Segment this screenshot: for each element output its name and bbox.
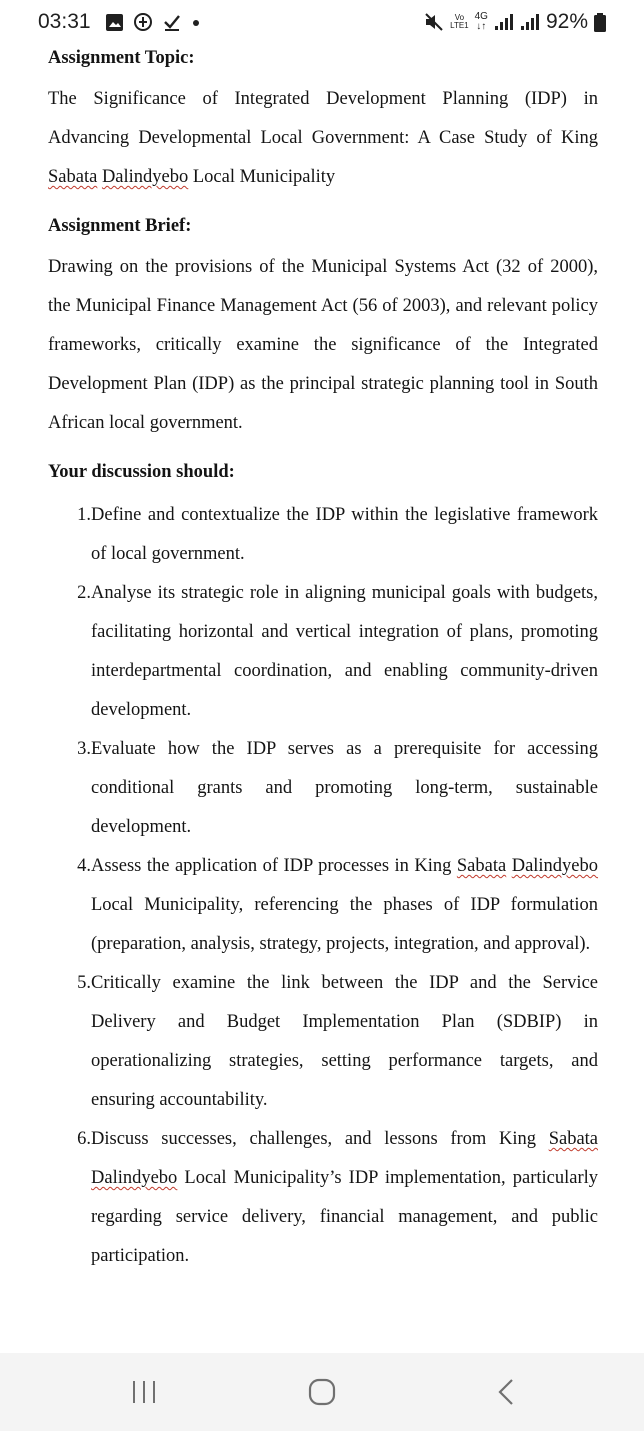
- download-done-icon: [162, 12, 182, 32]
- topic-heading: Assignment Topic:: [48, 48, 195, 68]
- brief-heading: Assignment Brief:: [48, 216, 192, 236]
- discussion-points: [48, 496, 598, 1276]
- list-item: [48, 1120, 598, 1276]
- topic-text-start: The Significance of Integrated Development Planning (IDP) in Advancing Developmental Local Government: A Case Study of King: [48, 89, 598, 148]
- list-number: 1.: [77, 505, 91, 525]
- discussion-heading: Your discussion should:: [48, 462, 235, 482]
- volte-line1: Vo: [454, 13, 465, 22]
- list-text: Critically examine the link between the IDP and the Service Delivery and Budget Implementation Plan (SDBIP) in operationalizing strategies, setting performance targets, and ensuring accountability.: [91, 973, 598, 1110]
- data-saver-icon: [133, 12, 153, 32]
- list-text: Assess the application of IDP processes in King Sabata Dalindyebo Local Municipality, referencing the phases of IDP formulation (preparation, analysis, strategy, projects, integration, and approval).: [91, 856, 599, 954]
- list-number: 5.: [77, 973, 91, 993]
- topic-text-end: Local Municipality: [188, 167, 336, 187]
- brief-text: Drawing on the provisions of the Municipal Systems Act (32 of 2000), the Municipal Finance Management Act (56 of 2003), and relevant policy frameworks, critically examine the significance of the Integrated Development Plan (IDP) as the principal strategic planning tool in South African local government.: [48, 257, 598, 433]
- spellcheck-word[interactable]: Dalindyebo: [101, 167, 189, 187]
- recent-apps-button[interactable]: [124, 1377, 164, 1407]
- list-item: [48, 964, 598, 1120]
- list-item: [48, 847, 598, 964]
- list-number: 6.: [77, 1129, 91, 1149]
- list-text: Evaluate how the IDP serves as a prerequisite for accessing conditional grants and promoting long-term, sustainable development.: [91, 739, 598, 837]
- home-icon: [302, 1377, 342, 1407]
- 4g-icon: [475, 12, 488, 32]
- spellcheck-word[interactable]: Dalindyebo: [511, 856, 599, 876]
- document: [48, 38, 598, 1276]
- gallery-icon: [105, 13, 124, 32]
- volte-line2: LTE1: [450, 21, 469, 30]
- recent-apps-icon: [124, 1377, 164, 1407]
- signal-icon: [494, 13, 514, 31]
- spellcheck-word[interactable]: Sabata: [48, 167, 98, 187]
- back-icon: [488, 1377, 528, 1407]
- data-arrows-icon: ↓↑: [476, 21, 487, 32]
- network-type: 4G: [474, 11, 488, 22]
- navigation-bar: [0, 1353, 644, 1431]
- list-number: 4.: [77, 856, 91, 876]
- dot-icon: [191, 12, 201, 32]
- spellcheck-word[interactable]: Sabata: [456, 856, 507, 876]
- spellcheck-word[interactable]: Sabata: [548, 1129, 598, 1149]
- notification-icons: [105, 12, 201, 32]
- list-item: [48, 730, 598, 847]
- back-button[interactable]: [488, 1377, 528, 1407]
- spellcheck-word[interactable]: Dalindyebo: [91, 1168, 178, 1188]
- status-time: 03:31: [38, 10, 91, 33]
- list-item: [48, 496, 598, 574]
- home-button[interactable]: [302, 1377, 342, 1407]
- volte-icon: [450, 14, 469, 30]
- list-text: Discuss successes, challenges, and lessons from King Sabata Dalindyebo Local Municipality’s IDP implementation, particularly regarding service delivery, financial management, and public participation.: [91, 1129, 598, 1266]
- list-text: Define and contextualize the IDP within the legislative framework of local government.: [91, 505, 598, 564]
- battery-percent: 92%: [545, 10, 588, 33]
- list-item: [48, 574, 598, 730]
- system-icons: [424, 10, 606, 34]
- list-number: 2.: [77, 583, 91, 603]
- mute-icon: [424, 12, 444, 32]
- list-number: 3.: [77, 739, 91, 759]
- topic-text: [48, 80, 598, 197]
- battery-icon: [594, 12, 606, 32]
- signal-icon: [520, 13, 540, 31]
- list-text: Analyse its strategic role in aligning municipal goals with budgets, facilitating horizontal and vertical integration of plans, promoting interdepartmental coordination, and enabling community-driven development.: [91, 583, 598, 720]
